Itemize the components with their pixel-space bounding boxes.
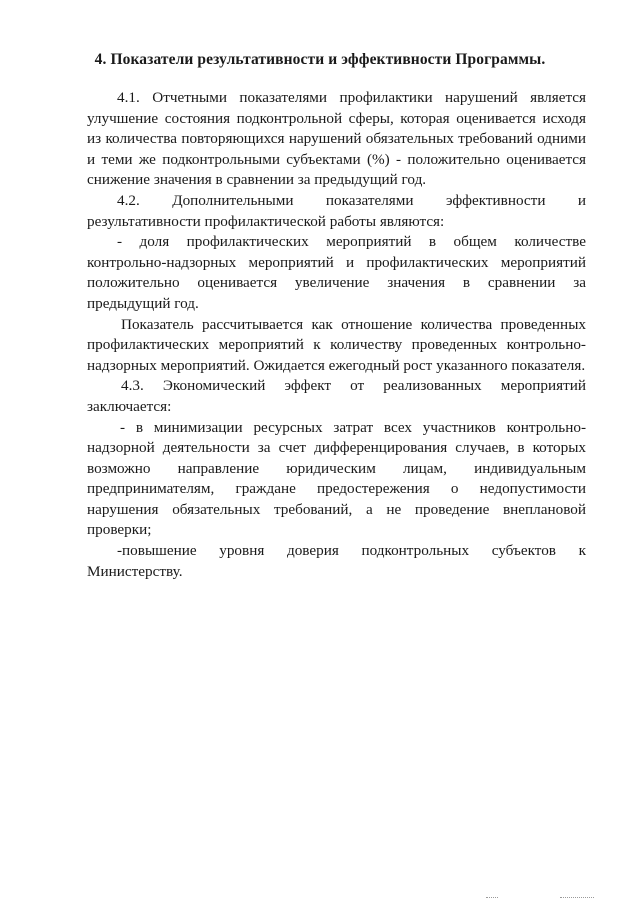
scan-artifact-mark	[486, 897, 498, 900]
scan-artifact-mark	[560, 897, 594, 900]
paragraph-4-2: 4.2. Дополнительными показателями эффективности и результативности профилактической работы являются:	[87, 191, 586, 230]
section-body	[87, 88, 586, 582]
paragraph-4-2-share: - доля профилактических мероприятий в общем количестве контрольно-надзорных мероприятий и профилактических мероприятий положительно оценивается увеличение значения в сравнении за предыдущий год.	[87, 233, 586, 312]
paragraph-4-2-calculation: Показатель рассчитывается как отношение количества проведенных профилактических мероприятий к количеству проведенных контрольно-надзорных мероприятий. Ожидается ежегодный рост указанного показателя.	[87, 315, 586, 374]
paragraph-4-1: 4.1. Отчетными показателями профилактики нарушений является улучшение состояния подконтрольной сферы, которая оценивается исходя из количества повторяющихся нарушений обязательных требований одними и теми же подконтрольными субъектами (%) - положительно оценивается снижение значения в сравнении за предыдущий год.	[87, 89, 586, 189]
section-heading: 4. Показатели результативности и эффективности Программы.	[94, 51, 546, 68]
paragraph-4-3-resources: - в минимизации ресурсных затрат всех участников контрольно-надзорной деятельности за счет дифференцирования случаев, в которых возможно направление юридическим лицам, индивидуальным предпринимателям, граждане предостережения о недопустимости нарушения обязательных требований, а не проведение внеплановой проверки;	[87, 418, 586, 539]
paragraph-4-3-line-1: 4.3. Экономический эффект от реализованных мероприятий	[121, 377, 586, 395]
paragraph-4-3-line-2: заключается:	[87, 397, 172, 415]
paragraph-4-3-trust: -повышение уровня доверия подконтрольных субъектов к Министерству.	[87, 542, 586, 580]
paragraph-4-3	[87, 376, 586, 417]
